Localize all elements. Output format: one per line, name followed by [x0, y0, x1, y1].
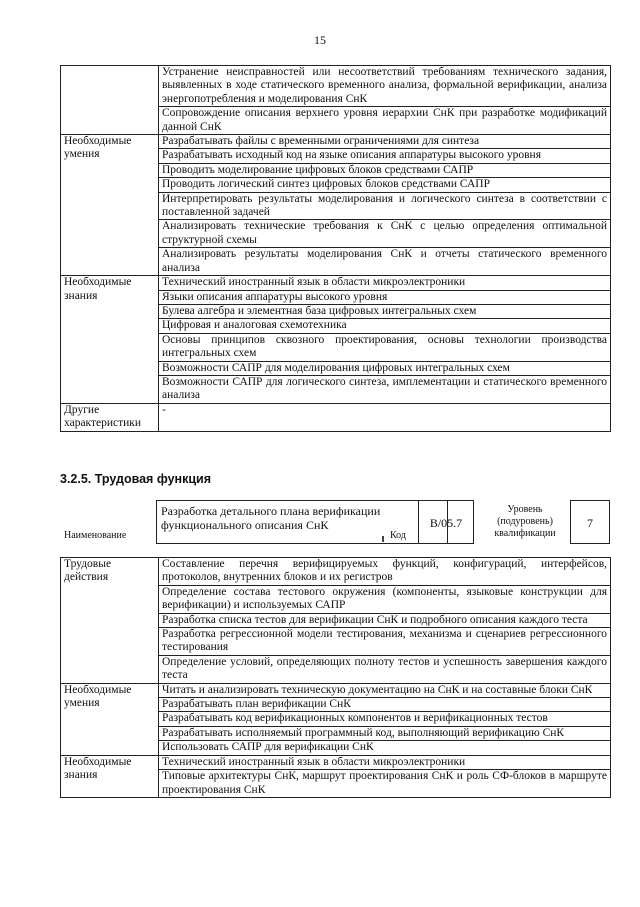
table-row	[61, 558, 611, 586]
row-label-actions: Трудовые действия	[61, 558, 159, 684]
name-label: Наименование	[64, 530, 127, 541]
row-text: Определение состава тестового окружения (компоненты, языковые конструкции для верификации) и используемых САПР	[159, 585, 611, 613]
function-header	[60, 500, 611, 550]
row-text: Определение условий, определяющих полноту тестов и успешность завершения каждого теста	[159, 655, 611, 683]
scan-artifact	[382, 536, 384, 542]
table-row	[61, 276, 611, 290]
row-text: Читать и анализировать техническую документацию на СнК и на составные блоки СнК	[159, 683, 611, 697]
row-text: Типовые архитектуры СнК, маршрут проектирования СнК и роль СФ-блоков в маршруте проектирования СнК	[159, 770, 611, 798]
row-text: Возможности САПР для моделирования цифровых интегральных схем	[159, 361, 611, 375]
row-text: Технический иностранный язык в области микроэлектроники	[159, 755, 611, 769]
row-text: Основы принципов сквозного проектирования, основы технологии производства интегральных схем	[159, 333, 611, 361]
row-text: Сопровождение описания верхнего уровня иерархии СнК при разработке модификаций данной СнК	[159, 107, 611, 135]
row-label-knowledge: Необходимые знания	[61, 276, 159, 404]
row-label-skills: Необходимые умения	[61, 683, 159, 755]
row-text: Булева алгебра и элементная база цифровых интегральных схем	[159, 304, 611, 318]
page-number: 15	[314, 33, 326, 47]
competency-table-1	[60, 65, 611, 432]
row-label-knowledge: Необходимые знания	[61, 755, 159, 797]
competency-table-2	[60, 557, 611, 798]
row-text: Цифровая и аналоговая схемотехника	[159, 319, 611, 333]
row-text: Анализировать результаты моделирования СнК и отчеты статического временного анализа	[159, 248, 611, 276]
row-text: Проводить логический синтез цифровых блоков средствами САПР	[159, 178, 611, 192]
row-text: Разрабатывать план верификации СнК	[159, 698, 611, 712]
row-label-other: Другие характеристики	[61, 403, 159, 431]
row-text: Технический иностранный язык в области микроэлектроники	[159, 276, 611, 290]
row-text: Разрабатывать исполняемый программный код, выполняющий верификацию СнК	[159, 726, 611, 740]
row-text: Составление перечня верифицируемых функций, конфигураций, интерфейсов, протоколов, внутренних блоков и их регистров	[159, 558, 611, 586]
table-row	[61, 66, 611, 107]
row-text: Разрабатывать файлы с временными ограничениями для синтеза	[159, 135, 611, 149]
table-row	[61, 135, 611, 149]
row-text: Проводить моделирование цифровых блоков средствами САПР	[159, 163, 611, 177]
table-row	[61, 683, 611, 697]
level-value: 7	[570, 500, 610, 544]
name-value: Разработка детального плана верификации функционального описания СнК	[156, 500, 448, 544]
section-title: 3.2.5. Трудовая функция	[60, 472, 212, 486]
row-text: Разрабатывать код верификационных компонентов и верификационных тестов	[159, 712, 611, 726]
row-text: Интерпретировать результаты моделирования и логического синтеза в соответствии с поставленной задачей	[159, 192, 611, 220]
row-label	[61, 66, 159, 135]
row-text: Устранение неисправностей или несоответствий требованиям технического задания, выявленных в ходе статического временного анализа, формальной верификации, анализа энергопотребления и моделирования СнК	[159, 66, 611, 107]
code-value: B/05.7	[418, 500, 474, 544]
row-text: -	[159, 403, 611, 431]
row-text: Разработка списка тестов для верификации СнК и подробного описания каждого теста	[159, 613, 611, 627]
row-text: Языки описания аппаратуры высокого уровня	[159, 290, 611, 304]
row-label-skills: Необходимые умения	[61, 135, 159, 276]
level-label: Уровень (подуровень) квалификации	[494, 504, 556, 539]
row-text: Анализировать технические требования к СнК с целью определения оптимальной структурной схемы	[159, 220, 611, 248]
row-text: Разрабатывать исходный код на языке описания аппаратуры высокого уровня	[159, 149, 611, 163]
row-text: Использовать САПР для верификации СнК	[159, 741, 611, 755]
table-row	[61, 755, 611, 769]
row-text: Разработка регрессионной модели тестирования, механизма и сценариев регрессионного тестирования	[159, 628, 611, 656]
code-label: Код	[390, 530, 406, 541]
table-row	[61, 403, 611, 431]
row-text: Возможности САПР для логического синтеза, имплементации и статического временного анализа	[159, 375, 611, 403]
